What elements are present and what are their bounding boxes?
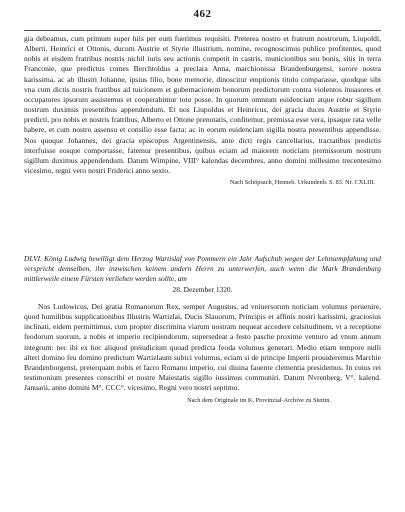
document-2-heading-text: DLVI. König Ludwig bewilligt dem Herzog Wartislaf von Pommern ein Jahr Aufschub wegen der Lehnsempfahung und verspricht demselben, ihn inzwischen keinem andern Herrn zu unterwerfen, auch wenn die Mark Brandenburg mittlerweile einem Fürsten verliehen werden sollte, am <box>24 254 381 284</box>
document-2-text: Nos Ludowicus, Dei gratia Romanorum Rex, semper Augustus, ad vniuersorum noticiam volumus peruenire, quod humilibus supplicationibus Illustris Wartizlai, Ducis Slauorum, Principis et affinis nostri karissimi, graciosius inclinati, eidem permittimus, cum propter discrimina viarum nostram nequeat accedere celsitudinem, vt a receptione feodorum suorum, a nobis et imperio recipiendorum, supersedeat a festo pasche proxime venturo ad vnum annum integrum: nec ibi ex hoc aliquod preiudicium quoad predicta feoda volumus generari. Medio etiam tempore nulli alteri domino feu domino predictum Wartizlaum subici volumus, eciam si de principe Imperii prouideremus Marchie Brandenburgensi, preterquam nobis et facro Romano imperio, cui diuina fauente clementia presidemus. In cuius rei testimonium presentes conscribi et nostre Maiestatis sigillo iussimus communiri. Datum Nvrenberg, V°. kalend. Januarii, anno domini M°. CCC°. vicesimo, Regni vero nostri septimo. <box>24 302 381 393</box>
document-2 <box>24 302 381 407</box>
page-number: 462 <box>193 8 212 20</box>
document-1-text: gia debeamus, cum primum super hiis per eum fuerimus requisiti. Preterea nostro et fratrum nostrorum, Liupoldi, Alberti, Heinrici et Ottonis, ducum Austrie et Styrie illustrium, nomine, recognoscimus publice profitentes, quod nobis et eisdem fratribus nostris nichil iuris seu actionis competit in castris, municionibus seu bonis, sitis in terra Franconie, que predictus comes Berchtoldus a preclara Anna, marchionissa Brandenburgensi, sorore nostra karissima, ac ab illustri Johanne, ipsius filio, bone memorie, dinoscitur emptionis titulo comparasse, quodque sibi vna cum dictis nostris fratribus ad tuicionem et gubernacionem bonorum predictorum contra violentos inuasores et occupatores ipsorum assistemus et cooperabimur toto posse. In quorum omnium euidenciam atque robur sigillum nostrum duximus presentibus appendendum. Et nos Liupoldus et Heinricus, dei gracia duces Austrie et Styrie predicti, pro nobis et nostris fratribus, Alberto et Ottone prenotatis, confitemur, premissa esse vera, ipsaque rata velle habere, et cum nostro assensu et consilio esse facta: ac in eorum euidenciam sigilla nostra presentibus appendisse. Nos quoque Johannes, dei gracia episcopus Argentinensis, ante dicti regis cancellarius, tractatibus predictis interfuisse eosque comportasse, fatemur presentibus, quibus eciam ad maiorem noticiam premissorum nostrum sigillum duximus appendendum. Datum Wimpine, VIII° kalendas decembres, anno domini millesimo trecentesimo vicesimo, regni vero nostri Friderici anno sexto. <box>24 34 381 176</box>
document-2-date: 28. Dezember 1320. <box>172 284 233 294</box>
document-2-heading <box>24 254 381 295</box>
document-1-source: Nach Schöpsach, Henneb. Urkundenb. S. 83. Nr. CXLIII. <box>229 179 375 187</box>
header-rule <box>24 30 381 31</box>
document-2-source: Nach dem Originale im K. Provinzial-Archive zu Stettin. <box>187 397 331 405</box>
document-1 <box>24 34 381 188</box>
